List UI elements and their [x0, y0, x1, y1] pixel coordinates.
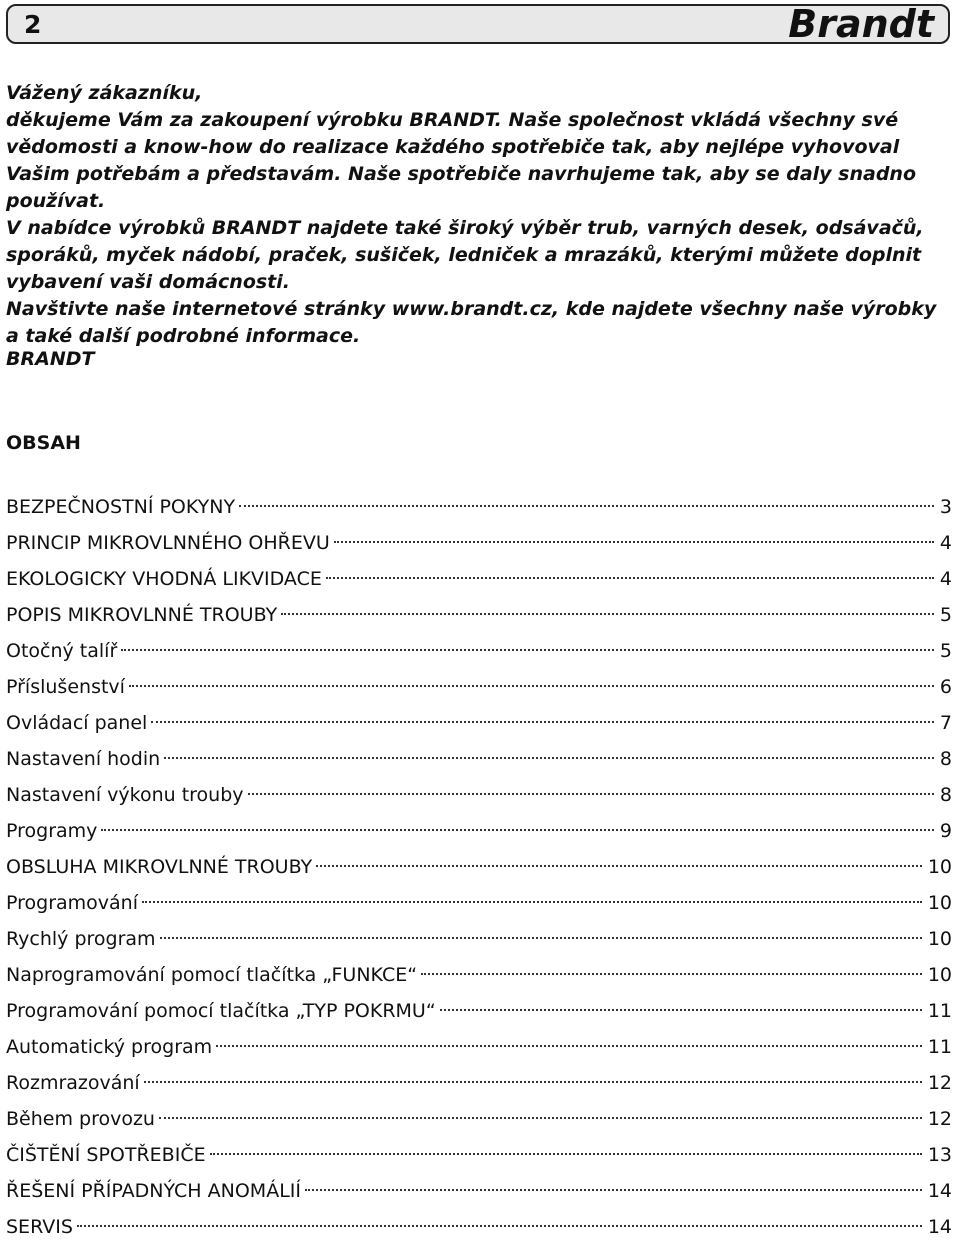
toc-heading: OBSAH — [6, 432, 81, 454]
toc-entry-title: Nastavení hodin — [6, 748, 161, 770]
toc-entry[interactable] — [6, 636, 952, 672]
toc-leader-dots — [210, 1153, 922, 1155]
toc-entry[interactable] — [6, 708, 952, 744]
toc-entry-page: 12 — [927, 1072, 952, 1094]
toc-leader-dots — [421, 973, 922, 975]
toc-leader-dots — [305, 1189, 922, 1191]
toc-entry-title: Automatický program — [6, 1036, 213, 1058]
toc-entry-title: Programování — [6, 892, 138, 914]
intro-paragraph: V nabídce výrobků BRANDT najdete také široký výběr trub, varných desek, odsávačů, sporáků, myček nádobí, praček, sušiček, ledniček a mrazáků, kterými můžete doplnit vybavení vaši domácnosti. — [6, 217, 924, 293]
table-of-contents — [6, 492, 952, 1248]
toc-entry-title: EKOLOGICKY VHODNÁ LIKVIDACE — [6, 568, 322, 590]
toc-leader-dots — [101, 829, 933, 831]
toc-entry-title: PRINCIP MIKROVLNNÉHO OHŘEVU — [6, 532, 330, 554]
toc-entry[interactable] — [6, 528, 952, 564]
toc-entry[interactable] — [6, 672, 952, 708]
toc-leader-dots — [281, 613, 934, 615]
toc-entry[interactable] — [6, 780, 952, 816]
page-number: 2 — [24, 10, 42, 39]
toc-entry-page: 11 — [927, 1000, 952, 1022]
toc-entry-title: POPIS MIKROVLNNÉ TROUBY — [6, 604, 278, 626]
toc-entry[interactable] — [6, 1176, 952, 1212]
toc-entry[interactable] — [6, 996, 952, 1032]
toc-leader-dots — [159, 1117, 922, 1119]
toc-entry[interactable] — [6, 924, 952, 960]
toc-entry[interactable] — [6, 1104, 952, 1140]
toc-entry-page: 10 — [927, 964, 952, 986]
toc-entry-page: 10 — [927, 892, 952, 914]
toc-entry[interactable] — [6, 744, 952, 780]
toc-entry[interactable] — [6, 1212, 952, 1248]
toc-entry-title: OBSLUHA MIKROVLNNÉ TROUBY — [6, 856, 313, 878]
toc-entry[interactable] — [6, 816, 952, 852]
intro-paragraph: děkujeme Vám za zakoupení výrobku BRANDT. Naše společnost vkládá všechny své vědomosti a know-how do realizace každého spotřebiče tak, aby nejlépe vyhovoval Vašim potřebám a představám. Naše spotřebiče navrhujeme tak, aby se daly snadno používat. — [6, 109, 916, 212]
toc-entry-title: Naprogramování pomocí tlačítka „FUNKCE“ — [6, 964, 418, 986]
toc-leader-dots — [164, 757, 934, 759]
toc-entry[interactable] — [6, 960, 952, 996]
toc-entry-title: ŘEŠENÍ PŘÍPADNÝCH ANOMÁLIÍ — [6, 1180, 301, 1202]
toc-entry-page: 14 — [927, 1216, 952, 1238]
toc-entry[interactable] — [6, 1068, 952, 1104]
toc-leader-dots — [142, 901, 922, 903]
toc-leader-dots — [144, 1081, 922, 1083]
page-header — [6, 4, 950, 44]
toc-entry[interactable] — [6, 888, 952, 924]
toc-entry-title: Příslušenství — [6, 676, 125, 698]
toc-leader-dots — [121, 649, 934, 651]
toc-entry-title: Ovládací panel — [6, 712, 148, 734]
toc-entry-page: 11 — [927, 1036, 952, 1058]
toc-entry-title: Programy — [6, 820, 98, 842]
toc-entry-title: Programování pomocí tlačítka „TYP POKRMU“ — [6, 1000, 436, 1022]
toc-entry-page: 6 — [939, 676, 952, 698]
greeting: Vážený zákazníku, — [6, 82, 203, 104]
toc-entry-title: Rychlý program — [6, 928, 156, 950]
toc-entry-page: 10 — [927, 928, 952, 950]
toc-entry-page: 12 — [927, 1108, 952, 1130]
toc-entry-title: Nastavení výkonu trouby — [6, 784, 244, 806]
toc-entry-page: 8 — [939, 784, 952, 806]
toc-entry-page: 4 — [939, 568, 952, 590]
toc-entry-title: Otočný talíř — [6, 640, 118, 662]
toc-entry-page: 13 — [927, 1144, 952, 1166]
toc-leader-dots — [239, 505, 934, 507]
toc-leader-dots — [160, 937, 922, 939]
toc-entry-page: 5 — [939, 640, 952, 662]
toc-leader-dots — [248, 793, 934, 795]
toc-entry-title: ČIŠTĚNÍ SPOTŘEBIČE — [6, 1144, 206, 1166]
toc-entry-page: 5 — [939, 604, 952, 626]
toc-entry-title: SERVIS — [6, 1216, 73, 1238]
toc-entry-page: 7 — [939, 712, 952, 734]
toc-leader-dots — [326, 577, 934, 579]
toc-entry[interactable] — [6, 1032, 952, 1068]
toc-entry[interactable] — [6, 564, 952, 600]
toc-leader-dots — [77, 1225, 922, 1227]
intro-paragraph: Navštivte naše internetové stránky www.brandt.cz, kde najdete všechny naše výrobky a také další podrobné informace. — [6, 298, 937, 347]
toc-leader-dots — [334, 541, 934, 543]
toc-leader-dots — [151, 721, 934, 723]
brand-logo: Brandt — [788, 2, 934, 46]
toc-entry-page: 9 — [939, 820, 952, 842]
toc-entry[interactable] — [6, 600, 952, 636]
toc-leader-dots — [316, 865, 922, 867]
toc-entry-page: 8 — [939, 748, 952, 770]
intro-text — [6, 80, 954, 350]
toc-leader-dots — [216, 1045, 922, 1047]
toc-entry-page: 10 — [927, 856, 952, 878]
toc-entry-title: BEZPEČNOSTNÍ POKYNY — [6, 496, 236, 518]
toc-entry[interactable] — [6, 852, 952, 888]
toc-leader-dots — [440, 1009, 922, 1011]
toc-entry[interactable] — [6, 1140, 952, 1176]
toc-entry-title: Rozmrazování — [6, 1072, 140, 1094]
toc-entry[interactable] — [6, 492, 952, 528]
toc-entry-title: Během provozu — [6, 1108, 155, 1130]
toc-entry-page: 14 — [927, 1180, 952, 1202]
toc-entry-page: 4 — [939, 532, 952, 554]
toc-leader-dots — [129, 685, 934, 687]
toc-entry-page: 3 — [939, 496, 952, 518]
signature: BRANDT — [6, 348, 95, 370]
